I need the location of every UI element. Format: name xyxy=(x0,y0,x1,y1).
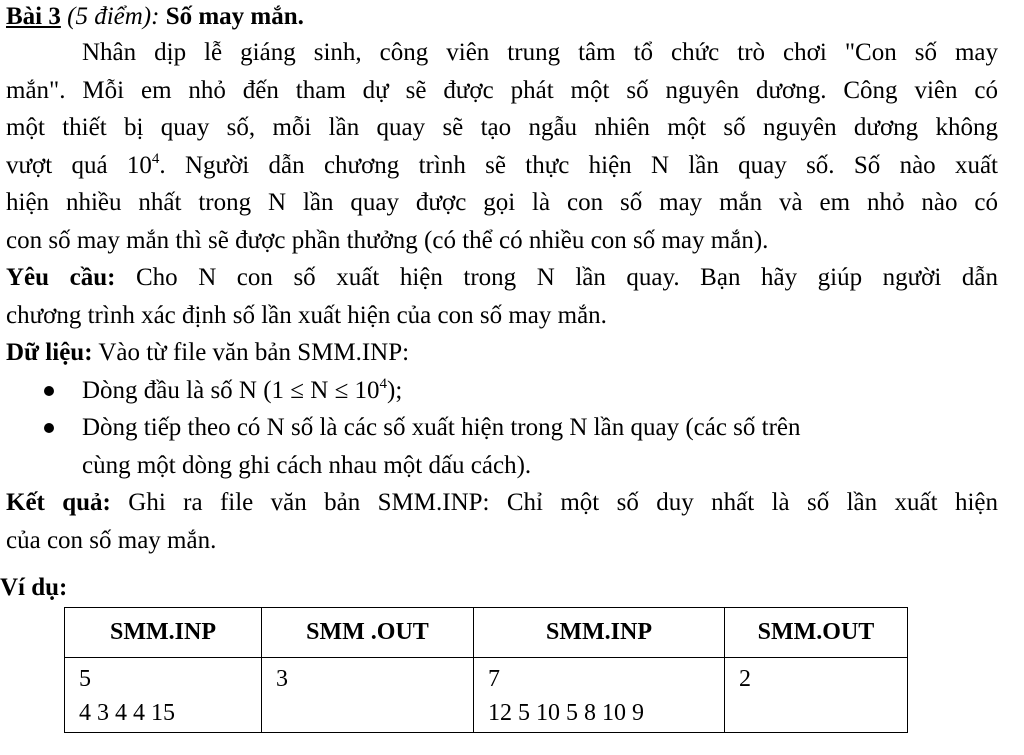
cell-line: 7 xyxy=(488,666,500,692)
cell-line: 5 xyxy=(79,666,91,692)
problem-points: (5 điểm): xyxy=(67,3,160,30)
requirement-line xyxy=(6,297,998,335)
output-text: Ghi ra file văn bản SMM.INP: Chỉ một số duy nhất là số lần xuất hiện xyxy=(110,489,998,516)
exponent: 4 xyxy=(151,150,160,167)
intro-line xyxy=(6,34,998,72)
exponent: 4 xyxy=(379,375,388,392)
table-cell xyxy=(474,658,725,733)
intro-text: một thiết bị quay số, mỗi lần quay sẽ tạo ngẫu nhiên một số nguyên dương không xyxy=(6,114,998,141)
table-header-cell: SMM.INP xyxy=(474,608,725,658)
problem-name: Số may mắn. xyxy=(165,3,304,30)
bullet-item xyxy=(6,409,998,447)
intro-line xyxy=(6,184,998,222)
table-cell xyxy=(65,658,262,733)
bullet-text: Dòng đầu là số N (1 ≤ N ≤ 10 xyxy=(82,376,380,404)
table-cell xyxy=(262,658,474,733)
bullet-item xyxy=(6,372,998,410)
bullet-text: Dòng tiếp theo có N số là các số xuất hiện trong N lần quay (các số trên xyxy=(82,414,801,441)
table-cell xyxy=(725,658,908,733)
bullet-text: cùng một dòng ghi cách nhau một dấu cách). xyxy=(82,451,532,479)
intro-line xyxy=(6,147,998,185)
requirement-text: chương trình xác định số lần xuất hiện của con số may mắn. xyxy=(6,301,607,329)
requirement-label: Yêu cầu: xyxy=(6,264,116,291)
requirement-line xyxy=(6,259,998,297)
output-line xyxy=(6,522,998,560)
output-line xyxy=(6,484,998,522)
problem-document xyxy=(6,0,998,559)
table-row xyxy=(65,658,908,733)
requirement-text: Cho N con số xuất hiện trong N lần quay. Bạn hãy giúp người dẫn xyxy=(115,264,998,291)
table-header-cell: SMM.OUT xyxy=(725,608,908,658)
intro-line xyxy=(6,72,998,110)
intro-text: con số may mắn thì sẽ được phần thưởng (có thể có nhiều con số may mắn). xyxy=(6,226,769,254)
example-table xyxy=(64,607,908,733)
input-text: Vào từ file văn bản SMM.INP: xyxy=(92,339,410,366)
intro-text: Nhân dịp lễ giáng sinh, công viên trung tâm tổ chức trò chơi "Con số may xyxy=(82,39,998,66)
input-heading xyxy=(6,334,998,372)
cell-line: 3 xyxy=(276,666,288,692)
bullet-text: ); xyxy=(387,376,403,404)
output-label: Kết quả: xyxy=(6,489,111,516)
table-header-cell: SMM.INP xyxy=(65,608,262,658)
intro-text: vượt quá 10 xyxy=(6,151,152,179)
table-header-row xyxy=(65,608,908,658)
cell-line: 2 xyxy=(739,666,751,692)
cell-line: 12 5 10 5 8 10 9 xyxy=(488,700,644,726)
problem-title xyxy=(6,0,998,34)
table-header-cell: SMM .OUT xyxy=(262,608,474,658)
intro-text: mắn". Mỗi em nhỏ đến tham dự sẽ được phát một số nguyên dương. Công viên có xyxy=(6,76,998,104)
problem-number: Bài 3 xyxy=(6,3,61,30)
intro-text: hiện nhiều nhất trong N lần quay được gọi là con số may mắn và em nhỏ nào có xyxy=(6,189,998,216)
bullet-continuation xyxy=(6,447,998,485)
intro-line xyxy=(6,222,998,260)
example-heading: Ví dụ: xyxy=(0,574,68,601)
intro-text: . Người dẫn chương trình sẽ thực hiện N lần quay số. Số nào xuất xyxy=(159,151,998,179)
cell-line: 4 3 4 4 15 xyxy=(79,700,175,726)
output-text: của con số may mắn. xyxy=(6,526,217,554)
intro-line xyxy=(6,109,998,147)
input-label: Dữ liệu: xyxy=(6,339,93,366)
bullet-icon xyxy=(44,386,54,396)
bullet-icon xyxy=(44,423,54,433)
